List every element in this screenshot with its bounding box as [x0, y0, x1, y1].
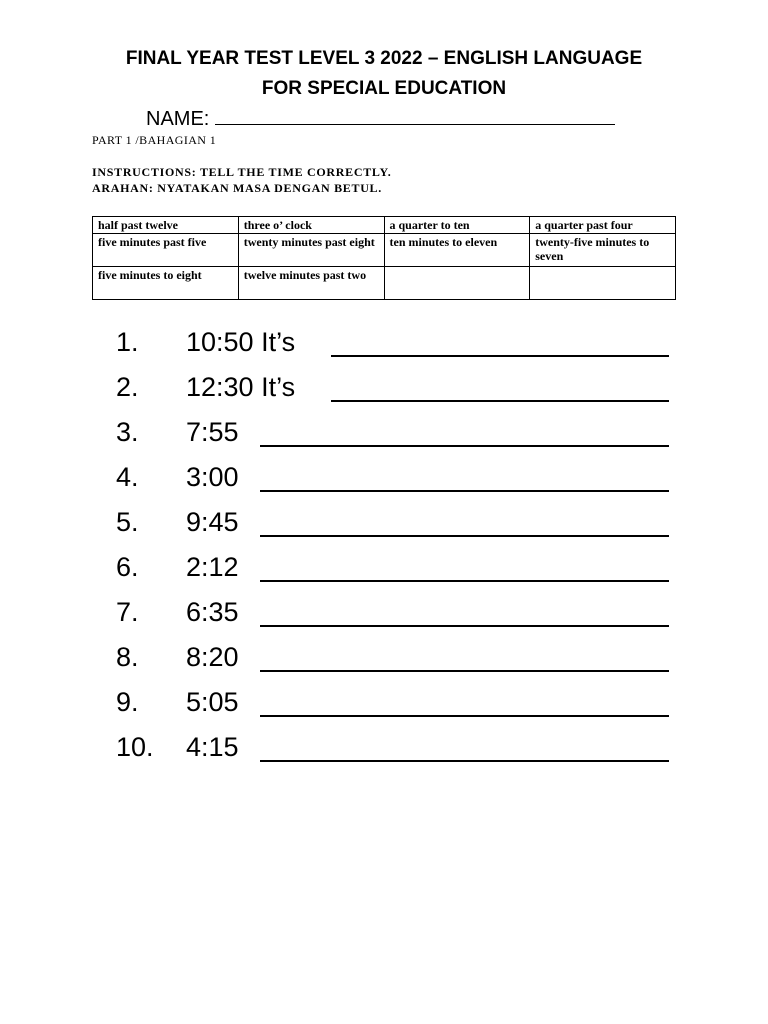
test-title-line-1: FINAL YEAR TEST LEVEL 3 2022 – ENGLISH LANGUAGE: [125, 48, 643, 69]
question-number: 9.: [116, 687, 139, 717]
question-time: 3:00: [186, 462, 239, 492]
word-bank-cell: half past twelve: [93, 217, 239, 234]
name-label: NAME:: [146, 108, 210, 130]
name-row: [146, 104, 615, 134]
word-bank-cell: five minutes to eight: [93, 267, 239, 300]
answer-line[interactable]: [260, 640, 669, 672]
question-time: 12:30 It’s: [186, 372, 296, 402]
question-time: 7:55: [186, 417, 239, 447]
word-bank-cell: five minutes past five: [93, 234, 239, 267]
word-bank-cell: ten minutes to eleven: [384, 234, 530, 267]
question-time: 2:12: [186, 552, 239, 582]
question-number: 2.: [116, 372, 139, 402]
question-item: [116, 640, 239, 674]
answer-line[interactable]: [260, 505, 669, 537]
table-row: [93, 234, 676, 267]
answer-line[interactable]: [331, 370, 669, 402]
question-time: 5:05: [186, 687, 239, 717]
question-item: [116, 415, 239, 449]
question-number: 10.: [116, 732, 154, 762]
answer-line[interactable]: [260, 460, 669, 492]
table-row: [93, 217, 676, 234]
word-bank-cell: twelve minutes past two: [238, 267, 384, 300]
question-number: 4.: [116, 462, 139, 492]
question-number: 5.: [116, 507, 139, 537]
word-bank-cell: twenty-five minutes to seven: [530, 234, 676, 267]
instructions-malay: ARAHAN: NYATAKAN MASA DENGAN BETUL.: [92, 181, 382, 195]
name-answer-line[interactable]: [215, 104, 615, 125]
word-bank-cell: [530, 267, 676, 300]
answer-line[interactable]: [260, 595, 669, 627]
question-number: 8.: [116, 642, 139, 672]
question-time: 10:50 It’s: [186, 327, 296, 357]
question-time: 9:45: [186, 507, 239, 537]
word-bank-table: [92, 216, 676, 300]
word-bank-cell: [384, 267, 530, 300]
question-number: 7.: [116, 597, 139, 627]
answer-line[interactable]: [260, 550, 669, 582]
answer-line[interactable]: [260, 685, 669, 717]
question-number: 1.: [116, 327, 139, 357]
question-item: [116, 325, 295, 359]
word-bank-cell: a quarter past four: [530, 217, 676, 234]
word-bank-cell: a quarter to ten: [384, 217, 530, 234]
word-bank-cell: three o’ clock: [238, 217, 384, 234]
answer-line[interactable]: [331, 325, 669, 357]
test-title-line-2: FOR SPECIAL EDUCATION: [261, 78, 507, 99]
question-item: [116, 460, 239, 494]
question-number: 6.: [116, 552, 139, 582]
instructions-english: INSTRUCTIONS: TELL THE TIME CORRECTLY.: [92, 165, 392, 179]
question-time: 4:15: [186, 732, 239, 762]
table-row: [93, 267, 676, 300]
question-item: [116, 685, 239, 719]
question-item: [116, 730, 239, 764]
part-label: PART 1 /BAHAGIAN 1: [92, 133, 217, 147]
question-time: 6:35: [186, 597, 239, 627]
question-number: 3.: [116, 417, 139, 447]
answer-line[interactable]: [260, 730, 669, 762]
answer-line[interactable]: [260, 415, 669, 447]
question-item: [116, 370, 295, 404]
question-item: [116, 595, 239, 629]
question-time: 8:20: [186, 642, 239, 672]
question-item: [116, 505, 239, 539]
word-bank-cell: twenty minutes past eight: [238, 234, 384, 267]
question-item: [116, 550, 239, 584]
